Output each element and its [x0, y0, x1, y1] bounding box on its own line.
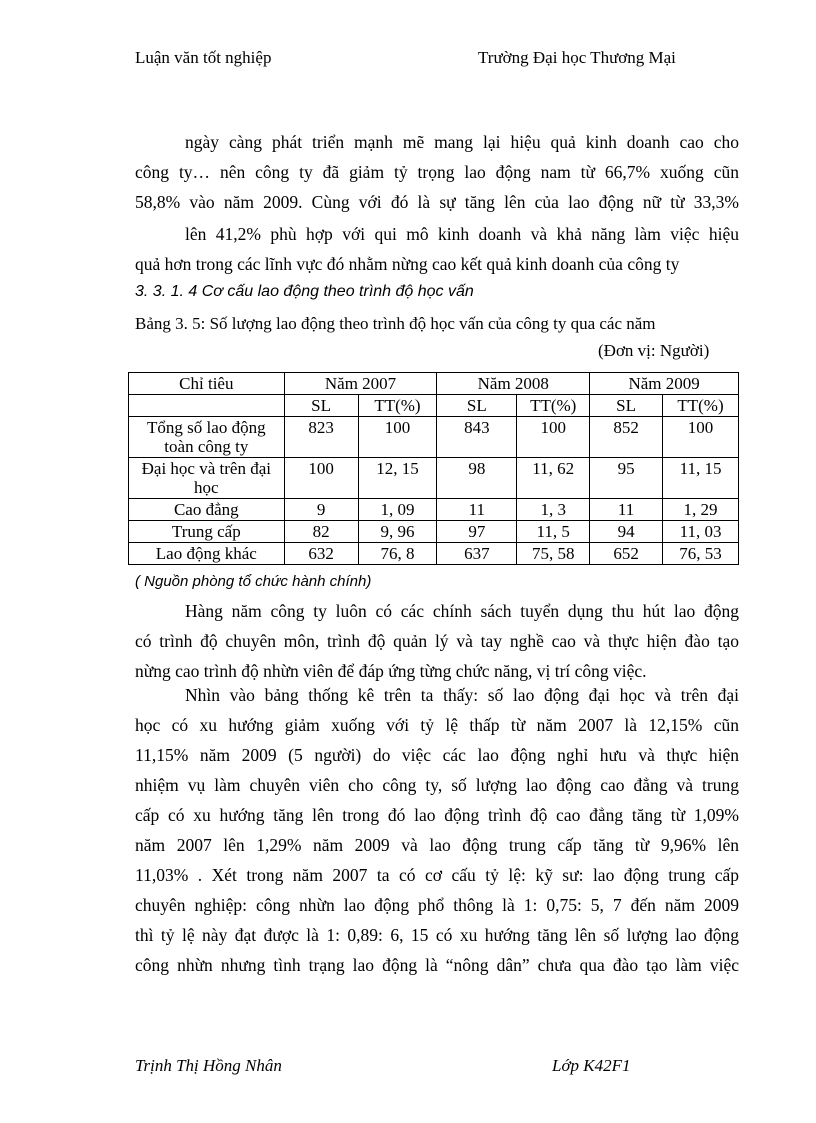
- table-row: [129, 458, 739, 499]
- paragraph-4: [135, 680, 739, 980]
- table-cell: 95: [590, 458, 663, 499]
- table-header-cell: Chỉ tiêu: [129, 373, 285, 395]
- table-cell: 100: [284, 458, 358, 499]
- footer-class: Lớp K42F1: [552, 1056, 631, 1075]
- table-cell: 9: [284, 499, 358, 521]
- table-row: [129, 543, 739, 565]
- table-cell: 823: [284, 417, 358, 458]
- table-cell: 637: [437, 543, 517, 565]
- table-header-cell: Năm 2009: [590, 373, 739, 395]
- table-header-cell: TT(%): [517, 395, 590, 417]
- text-line: lên 41,2% phù hợp với qui mô kinh doanh và khả năng làm việc hiệu: [185, 224, 739, 244]
- text-line: học có xu hướng giảm xuống với tỷ lệ thấp từ năm 2007 là 12,15% cũn: [135, 715, 739, 735]
- table-cell: 11, 15: [663, 458, 739, 499]
- table-cell: 100: [663, 417, 739, 458]
- text-line: ngày càng phát triển mạnh mẽ mang lại hiệu quả kinh doanh cao cho: [185, 132, 739, 152]
- table-row: [129, 499, 739, 521]
- text-line: nhiệm vụ làm chuyên viên cho công ty, số lượng lao động cao đẳng và trung: [135, 775, 739, 795]
- table-cell: 632: [284, 543, 358, 565]
- table-cell: 100: [517, 417, 590, 458]
- text-line: nừng cao trình độ nhừn viên để đáp ứng từng chức năng, vị trí công việc.: [135, 661, 647, 681]
- table-header-cell: TT(%): [663, 395, 739, 417]
- text-line: 58,8% vào năm 2009. Cùng với đó là sự tăng lên của lao động nữ từ 33,3%: [135, 192, 739, 212]
- labor-education-table: [128, 372, 739, 565]
- footer-author: Trịnh Thị Hồng Nhân: [135, 1056, 282, 1075]
- table-row: [129, 521, 739, 543]
- table-cell: 12, 15: [358, 458, 437, 499]
- text-line: năm 2007 lên 1,29% năm 2009 và lao động trung cấp tăng từ 9,96% lên: [135, 835, 739, 855]
- text-line: quả hơn trong các lĩnh vực đó nhằm nừng cao kết quả kinh doanh của công ty: [135, 254, 680, 274]
- table-cell: 100: [358, 417, 437, 458]
- table-cell: 11, 62: [517, 458, 590, 499]
- table-cell: [129, 395, 285, 417]
- table-cell: 97: [437, 521, 517, 543]
- table-cell: 1, 3: [517, 499, 590, 521]
- table-cell: 652: [590, 543, 663, 565]
- table-source: ( Nguồn phòng tổ chức hành chính): [135, 573, 372, 590]
- paragraph-1: [135, 127, 739, 217]
- row-label: Đại học và trên đại học: [129, 458, 285, 499]
- section-heading: 3. 3. 1. 4 Cơ cấu lao động theo trình độ học vấn: [135, 283, 474, 300]
- table-header-cell: TT(%): [358, 395, 437, 417]
- paragraph-3: [135, 596, 739, 686]
- table-cell: 852: [590, 417, 663, 458]
- table-cell: 9, 96: [358, 521, 437, 543]
- header-right-school: Trường Đại học Thương Mại: [478, 48, 676, 67]
- row-label: Trung cấp: [129, 521, 285, 543]
- table-cell: 843: [437, 417, 517, 458]
- table-cell: 75, 58: [517, 543, 590, 565]
- table-cell: 82: [284, 521, 358, 543]
- table-header-cell: SL: [437, 395, 517, 417]
- text-line: cấp có xu hướng tăng lên trong đó lao động trình độ cao đẳng tăng từ 1,09%: [135, 805, 739, 825]
- table-header-cell: Năm 2008: [437, 373, 590, 395]
- table-cell: 11: [590, 499, 663, 521]
- table-cell: 1, 09: [358, 499, 437, 521]
- table-cell: 94: [590, 521, 663, 543]
- table-header-cell: SL: [284, 395, 358, 417]
- text-line: Hàng năm công ty luôn có các chính sách tuyển dụng thu hút lao động: [185, 601, 739, 621]
- table-unit: (Đơn vị: Người): [598, 341, 710, 360]
- table-header-cell: SL: [590, 395, 663, 417]
- table-caption: Bảng 3. 5: Số lượng lao động theo trình độ học vấn của công ty qua các năm: [135, 314, 656, 333]
- text-line: chuyên nghiệp: công nhừn lao động phổ thông là 1: 0,75: 5, 7 đến năm 2009: [135, 895, 739, 915]
- table-cell: 76, 53: [663, 543, 739, 565]
- table-header-cell: Năm 2007: [284, 373, 437, 395]
- text-line: có trình độ chuyên môn, trình độ quản lý và tay nghề cao và thực hiện đào tạo: [135, 631, 739, 651]
- text-line: công ty… nên công ty đã giảm tỷ trọng lao động nam từ 66,7% xuống cũn: [135, 162, 739, 182]
- paragraph-2: [135, 219, 739, 279]
- table-subheader-row: [129, 395, 739, 417]
- text-line: công nhừn nhưng tình trạng lao động là “nông dân” chưa qua đào tạo làm việc: [135, 955, 739, 975]
- text-line: thì tỷ lệ này đạt được là 1: 0,89: 6, 15 có xu hướng tăng lên số lượng lao động: [135, 925, 739, 945]
- text-line: Nhìn vào bảng thống kê trên ta thấy: số lao động đại học và trên đại: [185, 685, 739, 705]
- table-cell: 1, 29: [663, 499, 739, 521]
- table-cell: 11, 03: [663, 521, 739, 543]
- row-label: Cao đẳng: [129, 499, 285, 521]
- table-header-row: [129, 373, 739, 395]
- row-label: Lao động khác: [129, 543, 285, 565]
- header-left-title: Luận văn tốt nghiệp: [135, 48, 272, 67]
- text-line: 11,03% . Xét trong năm 2007 ta có cơ cấu tỷ lệ: kỹ sư: lao động trung cấp: [135, 865, 739, 885]
- row-label: Tổng số lao động toàn công ty: [129, 417, 285, 458]
- table-cell: 11: [437, 499, 517, 521]
- table-row: [129, 417, 739, 458]
- table-cell: 76, 8: [358, 543, 437, 565]
- table-cell: 11, 5: [517, 521, 590, 543]
- text-line: 11,15% năm 2009 (5 người) do việc các lao động nghỉ hưu và thực hiện: [135, 745, 739, 765]
- table-cell: 98: [437, 458, 517, 499]
